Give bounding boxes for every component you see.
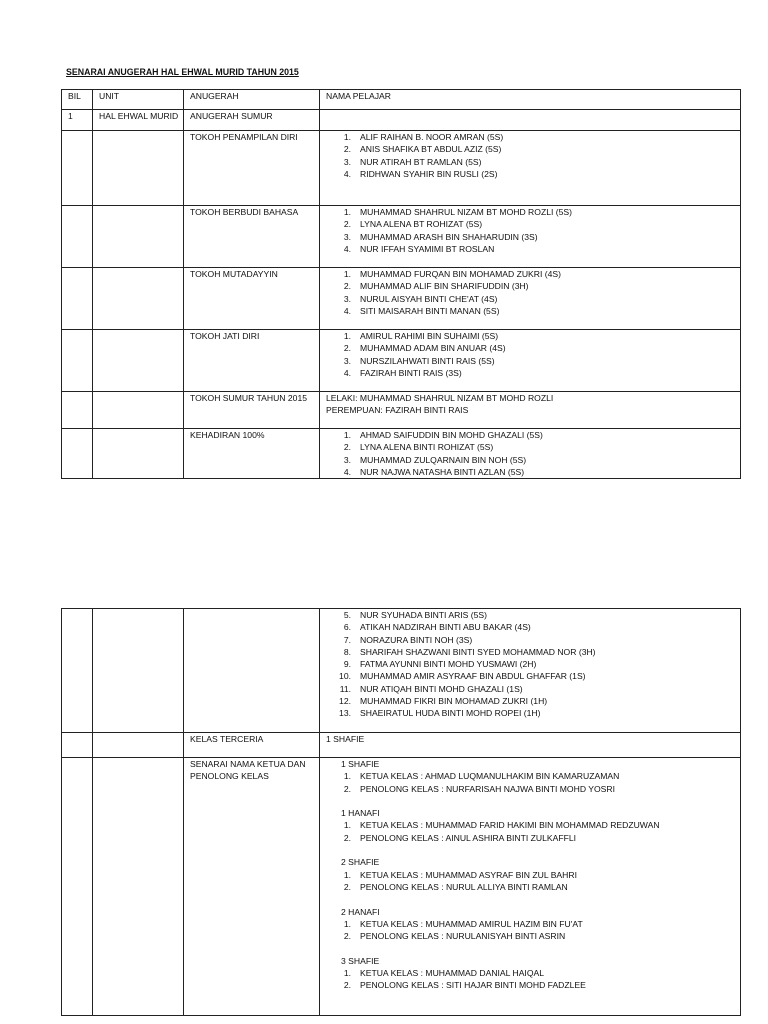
item-number: 4. bbox=[343, 243, 351, 254]
student-list bbox=[326, 330, 737, 379]
list-item bbox=[326, 695, 737, 707]
student-name: NUR IFFAH SYAMIMI BT ROSLAN bbox=[360, 243, 495, 254]
list-item bbox=[326, 168, 737, 180]
student-name: NUR NAJWA NATASHA BINTI AZLAN (5S) bbox=[360, 466, 525, 477]
list-item bbox=[326, 330, 737, 342]
item-number: 3. bbox=[343, 231, 351, 242]
item-number: 1. bbox=[343, 430, 351, 440]
class-group bbox=[326, 906, 737, 943]
assistant-leader-text: PENOLONG KELAS : AINUL ASHIRA BINTI ZULKAFFLI bbox=[360, 832, 577, 843]
class-leader-text: KETUA KELAS : MUHAMMAD AMIRUL HAZIM BIN FU'AT bbox=[360, 918, 583, 929]
leader-list bbox=[326, 967, 737, 992]
item-number: 2. bbox=[343, 219, 351, 230]
student-list bbox=[326, 609, 737, 720]
item-number: 9. bbox=[343, 659, 351, 670]
award-name: KELAS TERCERIA bbox=[184, 733, 320, 758]
student-name: FAZIRAH BINTI RAIS (3S) bbox=[360, 367, 462, 378]
list-item bbox=[326, 156, 737, 168]
student-name: SITI MAISARAH BINTI MANAN (5S) bbox=[360, 305, 500, 316]
student-name: MUHAMMAD AMIR ASYRAAF BIN ABDUL GHAFFAR (1S) bbox=[360, 671, 586, 682]
student-name: NUR ATIQAH BINTI MOHD GHAZALI (1S) bbox=[360, 683, 523, 694]
header-anugerah: ANUGERAH bbox=[184, 90, 320, 110]
class-name: 1 HANAFI bbox=[341, 808, 380, 819]
class-name: 1 SHAFIE bbox=[341, 759, 380, 769]
list-item bbox=[326, 206, 737, 218]
cell-bil: 1 bbox=[62, 110, 93, 131]
item-number: 1. bbox=[343, 820, 351, 831]
student-list bbox=[326, 131, 737, 180]
cell-empty bbox=[320, 110, 741, 131]
item-number: 13. bbox=[339, 708, 351, 719]
item-number: 2. bbox=[343, 442, 351, 453]
award-name: TOKOH JATI DIRI bbox=[184, 330, 320, 392]
item-number: 4. bbox=[343, 466, 351, 477]
assistant-leader-text: PENOLONG KELAS : NURFARISAH NAJWA BINTI MOHD YOSRI bbox=[360, 783, 615, 794]
class-leader bbox=[326, 967, 737, 979]
assistant-leader bbox=[326, 783, 737, 795]
item-number: 1. bbox=[343, 968, 351, 979]
student-name: ATIKAH NADZIRAH BINTI ABU BAKAR (4S) bbox=[360, 622, 531, 633]
table-row bbox=[62, 131, 741, 206]
student-name: MUHAMMAD ZULQARNAIN BIN NOH (5S) bbox=[360, 454, 527, 465]
student-name: MUHAMMAD ALIF BIN SHARIFUDDIN (3H) bbox=[360, 281, 529, 292]
item-number: 10. bbox=[339, 671, 351, 682]
class-group bbox=[326, 955, 737, 992]
list-item bbox=[326, 683, 737, 695]
award-name-line-2: PENOLONG KELAS bbox=[190, 771, 269, 782]
award-name-line-1: SENARAI NAMA KETUA DAN bbox=[190, 759, 306, 769]
class-group bbox=[326, 856, 737, 893]
item-number: 1. bbox=[343, 331, 351, 341]
list-item bbox=[326, 131, 737, 143]
student-name: NURSZILAHWATI BINTI RAIS (5S) bbox=[360, 355, 495, 366]
header-bil: BIL bbox=[62, 90, 93, 110]
student-name: LYNA ALENA BT ROHIZAT (5S) bbox=[360, 219, 483, 230]
assistant-leader-text: PENOLONG KELAS : NURULANISYAH BINTI ASRIN bbox=[360, 931, 566, 942]
assistant-leader bbox=[326, 979, 737, 991]
class-group bbox=[326, 758, 737, 795]
student-name: FATMA AYUNNI BINTI MOHD YUSMAWI (2H) bbox=[360, 659, 537, 670]
list-item bbox=[326, 707, 737, 719]
class-leader bbox=[326, 918, 737, 930]
award-name: TOKOH BERBUDI BAHASA bbox=[184, 206, 320, 268]
item-number: 12. bbox=[339, 696, 351, 707]
assistant-leader-text: PENOLONG KELAS : SITI HAJAR BINTI MOHD FADZLEE bbox=[360, 980, 586, 991]
student-name: SHAEIRATUL HUDA BINTI MOHD ROPEI (1H) bbox=[360, 708, 541, 719]
item-number: 1. bbox=[343, 869, 351, 880]
student-name: ANIS SHAFIKA BT ABDUL AZIZ (5S) bbox=[360, 144, 502, 155]
list-item bbox=[326, 268, 737, 280]
student-name: NUR ATIRAH BT RAMLAN (5S) bbox=[360, 156, 482, 167]
assistant-leader bbox=[326, 832, 737, 844]
student-name: SHARIFAH SHAZWANI BINTI SYED MOHAMMAD NOR (3H) bbox=[360, 646, 596, 657]
kelas-terceria-value: 1 SHAFIE bbox=[320, 733, 741, 758]
student-list bbox=[326, 268, 737, 317]
class-leader-text: KETUA KELAS : MUHAMMAD FARID HAKIMI BIN MOHAMMAD REDZUWAN bbox=[360, 820, 660, 831]
item-number: 2. bbox=[343, 144, 351, 155]
header-unit: UNIT bbox=[93, 90, 184, 110]
table-row bbox=[62, 206, 741, 268]
ketua-kelas-groups bbox=[320, 758, 741, 1016]
leader-list bbox=[326, 770, 737, 795]
item-number: 3. bbox=[343, 454, 351, 465]
class-name: 2 HANAFI bbox=[341, 906, 380, 917]
class-leader bbox=[326, 819, 737, 831]
list-item bbox=[326, 293, 737, 305]
item-number: 2. bbox=[343, 343, 351, 354]
header-nama-pelajar: NAMA PELAJAR bbox=[320, 90, 741, 110]
class-leader-text: KETUA KELAS : MUHAMMAD DANIAL HAIQAL bbox=[360, 968, 545, 979]
item-number: 7. bbox=[343, 634, 351, 645]
item-number: 2. bbox=[343, 832, 351, 843]
award-name: TOKOH PENAMPILAN DIRI bbox=[184, 131, 320, 206]
class-leader bbox=[326, 770, 737, 782]
list-item bbox=[326, 466, 737, 478]
winner-male: LELAKI: MUHAMMAD SHAHRUL NIZAM BT MOHD ROZLI bbox=[326, 393, 554, 403]
class-group bbox=[326, 807, 737, 844]
item-number: 2. bbox=[343, 281, 351, 292]
leader-list bbox=[326, 869, 737, 894]
assistant-leader-text: PENOLONG KELAS : NURUL ALLIYA BINTI RAMLAN bbox=[360, 881, 568, 892]
class-leader-text: KETUA KELAS : AHMAD LUQMANULHAKIM BIN KAMARUZAMAN bbox=[360, 771, 620, 782]
item-number: 8. bbox=[343, 646, 351, 657]
item-number: 3. bbox=[343, 293, 351, 304]
student-name: MUHAMMAD FIKRI BIN MOHAMAD ZUKRI (1H) bbox=[360, 696, 548, 707]
item-number: 2. bbox=[343, 931, 351, 942]
item-number: 4. bbox=[343, 305, 351, 316]
student-name: MUHAMMAD ARASH BIN SHAHARUDIN (3S) bbox=[360, 231, 538, 242]
item-number: 1. bbox=[343, 771, 351, 782]
student-name: MUHAMMAD ADAM BIN ANUAR (4S) bbox=[360, 343, 506, 354]
item-number: 2. bbox=[343, 980, 351, 991]
class-name: 3 SHAFIE bbox=[341, 955, 380, 966]
item-number: 2. bbox=[343, 783, 351, 794]
award-name: KEHADIRAN 100% bbox=[184, 429, 320, 479]
class-leader bbox=[326, 869, 737, 881]
list-item bbox=[326, 634, 737, 646]
leader-list bbox=[326, 918, 737, 943]
list-item bbox=[326, 441, 737, 453]
item-number: 1. bbox=[343, 269, 351, 279]
class-name: 2 SHAFIE bbox=[341, 857, 380, 868]
class-leader-text: KETUA KELAS : MUHAMMAD ASYRAF BIN ZUL BAHRI bbox=[360, 869, 577, 880]
list-item bbox=[326, 621, 737, 633]
list-item bbox=[326, 342, 737, 354]
table-row bbox=[62, 429, 741, 479]
student-name: AHMAD SAIFUDDIN BIN MOHD GHAZALI (5S) bbox=[360, 430, 543, 440]
table-row bbox=[62, 758, 741, 1016]
table-row bbox=[62, 733, 741, 758]
item-number: 1. bbox=[343, 207, 351, 217]
table-row bbox=[62, 330, 741, 392]
winner-female: PEREMPUAN: FAZIRAH BINTI RAIS bbox=[326, 405, 469, 416]
item-number: 11. bbox=[339, 683, 351, 694]
list-item bbox=[326, 670, 737, 682]
item-number: 3. bbox=[343, 156, 351, 167]
list-item bbox=[326, 454, 737, 466]
student-name: NURUL AISYAH BINTI CHE'AT (4S) bbox=[360, 293, 498, 304]
student-name: ALIF RAIHAN B. NOOR AMRAN (5S) bbox=[360, 132, 504, 142]
student-list bbox=[326, 206, 737, 255]
list-item bbox=[326, 658, 737, 670]
item-number: 2. bbox=[343, 881, 351, 892]
student-name: MUHAMMAD FURQAN BIN MOHAMAD ZUKRI (4S) bbox=[360, 269, 562, 279]
item-number: 4. bbox=[343, 168, 351, 179]
list-item bbox=[326, 367, 737, 379]
table-row bbox=[62, 609, 741, 733]
award-name: TOKOH MUTADAYYIN bbox=[184, 268, 320, 330]
table-row bbox=[62, 392, 741, 429]
list-item bbox=[326, 609, 737, 621]
list-item bbox=[326, 429, 737, 441]
list-item bbox=[326, 280, 737, 292]
list-item bbox=[326, 355, 737, 367]
list-item bbox=[326, 305, 737, 317]
table-row bbox=[62, 110, 741, 131]
list-item bbox=[326, 218, 737, 230]
student-name: LYNA ALENA BINTI ROHIZAT (5S) bbox=[360, 442, 494, 453]
student-name: NORAZURA BINTI NOH (3S) bbox=[360, 634, 473, 645]
table-row bbox=[62, 268, 741, 330]
awards-table-page-1 bbox=[61, 89, 741, 479]
item-number: 1. bbox=[343, 132, 351, 142]
cell-unit: HAL EHWAL MURID bbox=[93, 110, 184, 131]
list-item bbox=[326, 243, 737, 255]
item-number: 3. bbox=[343, 355, 351, 366]
leader-list bbox=[326, 819, 737, 844]
item-number: 4. bbox=[343, 367, 351, 378]
list-item bbox=[326, 646, 737, 658]
item-number: 6. bbox=[343, 622, 351, 633]
document-title: SENARAI ANUGERAH HAL EHWAL MURID TAHUN 2015 bbox=[66, 67, 299, 77]
student-name: AMIRUL RAHIMI BIN SUHAIMI (5S) bbox=[360, 331, 499, 341]
award-name: TOKOH SUMUR TAHUN 2015 bbox=[184, 392, 320, 429]
cell-anugerah: ANUGERAH SUMUR bbox=[184, 110, 320, 131]
assistant-leader bbox=[326, 930, 737, 942]
list-item bbox=[326, 231, 737, 243]
item-number: 1. bbox=[343, 918, 351, 929]
item-number: 5. bbox=[343, 610, 351, 620]
list-item bbox=[326, 143, 737, 155]
awards-table-page-2 bbox=[61, 608, 741, 1016]
table-header-row bbox=[62, 90, 741, 110]
student-list bbox=[326, 429, 737, 478]
student-name: MUHAMMAD SHAHRUL NIZAM BT MOHD ROZLI (5S) bbox=[360, 207, 572, 217]
assistant-leader bbox=[326, 881, 737, 893]
student-name: RIDHWAN SYAHIR BIN RUSLI (2S) bbox=[360, 168, 498, 179]
student-name: NUR SYUHADA BINTI ARIS (5S) bbox=[360, 610, 488, 620]
